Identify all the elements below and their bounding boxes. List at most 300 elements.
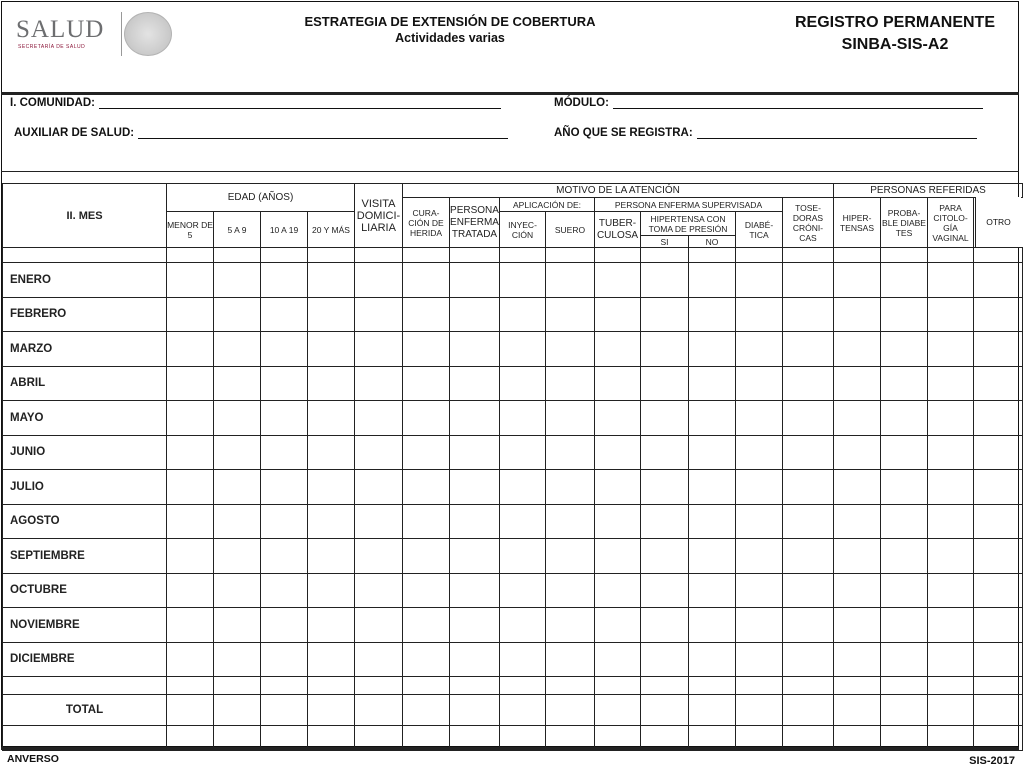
entry-cell[interactable] xyxy=(355,332,403,367)
entry-cell[interactable] xyxy=(641,332,689,367)
month-row xyxy=(3,332,1023,367)
entry-cell[interactable] xyxy=(736,435,783,470)
entry-cell[interactable] xyxy=(500,332,546,367)
mes-header: II. MES xyxy=(3,184,167,248)
auxiliar-field[interactable] xyxy=(14,127,508,139)
entry-cell[interactable] xyxy=(214,297,261,332)
entry-cell[interactable] xyxy=(974,297,1023,332)
seal-icon xyxy=(124,12,172,56)
spacer-cell xyxy=(595,677,641,695)
entry-cell[interactable] xyxy=(355,366,403,401)
entry-cell[interactable] xyxy=(500,539,546,574)
entry-cell[interactable] xyxy=(214,435,261,470)
edad-col-4: 20 Y MÁS xyxy=(308,212,355,248)
entry-cell[interactable] xyxy=(403,539,450,574)
entry-cell[interactable] xyxy=(595,470,641,505)
entry-cell[interactable] xyxy=(546,539,595,574)
entry-cell[interactable] xyxy=(261,695,308,726)
entry-cell[interactable] xyxy=(689,573,736,608)
entry-cell[interactable] xyxy=(214,366,261,401)
entry-cell[interactable] xyxy=(167,573,214,608)
entry-cell[interactable] xyxy=(403,608,450,643)
entry-cell[interactable] xyxy=(355,642,403,677)
entry-cell[interactable] xyxy=(167,366,214,401)
aplicacion-col-1: INYEC- CIÓN xyxy=(500,212,546,248)
entry-cell[interactable] xyxy=(308,470,355,505)
entry-cell[interactable] xyxy=(783,401,834,436)
spacer-cell xyxy=(834,248,881,263)
anio-line[interactable] xyxy=(697,127,977,139)
entry-cell[interactable] xyxy=(167,608,214,643)
entry-cell[interactable] xyxy=(881,297,928,332)
entry-cell[interactable] xyxy=(500,695,546,726)
entry-cell[interactable] xyxy=(834,695,881,726)
entry-cell[interactable] xyxy=(689,435,736,470)
entry-cell[interactable] xyxy=(783,332,834,367)
referida-col-5: OTRO xyxy=(975,197,1021,247)
entry-cell[interactable] xyxy=(974,573,1023,608)
entry-cell[interactable] xyxy=(450,332,500,367)
entry-cell[interactable] xyxy=(834,642,881,677)
entry-cell[interactable] xyxy=(308,642,355,677)
entry-cell[interactable] xyxy=(500,504,546,539)
entry-cell[interactable] xyxy=(689,401,736,436)
entry-cell[interactable] xyxy=(595,263,641,298)
entry-cell[interactable] xyxy=(595,435,641,470)
entry-cell[interactable] xyxy=(974,695,1023,726)
entry-cell[interactable] xyxy=(214,263,261,298)
entry-cell[interactable] xyxy=(167,435,214,470)
registro-code: SINBA-SIS-A2 xyxy=(841,36,949,53)
entry-cell[interactable] xyxy=(500,470,546,505)
month-row xyxy=(3,642,1023,677)
entry-cell[interactable] xyxy=(500,297,546,332)
entry-cell[interactable] xyxy=(736,539,783,574)
entry-cell[interactable] xyxy=(167,642,214,677)
month-row xyxy=(3,504,1023,539)
modulo-label: MÓDULO: xyxy=(554,97,609,109)
entry-cell[interactable] xyxy=(783,366,834,401)
entry-cell[interactable] xyxy=(783,504,834,539)
entry-cell[interactable] xyxy=(881,435,928,470)
entry-cell[interactable] xyxy=(167,401,214,436)
entry-cell[interactable] xyxy=(403,435,450,470)
entry-cell[interactable] xyxy=(450,366,500,401)
entry-cell[interactable] xyxy=(834,539,881,574)
entry-cell[interactable] xyxy=(403,297,450,332)
entry-cell[interactable] xyxy=(167,332,214,367)
row-label: JUNIO xyxy=(3,435,167,470)
entry-cell[interactable] xyxy=(641,435,689,470)
entry-cell[interactable] xyxy=(928,435,974,470)
entry-cell[interactable] xyxy=(308,504,355,539)
entry-cell[interactable] xyxy=(167,470,214,505)
entry-cell[interactable] xyxy=(974,642,1023,677)
entry-cell[interactable] xyxy=(881,573,928,608)
row-label: FEBRERO xyxy=(3,297,167,332)
entry-cell[interactable] xyxy=(641,470,689,505)
aplicacion-header: APLICACIÓN DE: xyxy=(500,198,595,212)
entry-cell[interactable] xyxy=(783,573,834,608)
entry-cell[interactable] xyxy=(641,695,689,726)
entry-cell[interactable] xyxy=(261,401,308,436)
row-label: NOVIEMBRE xyxy=(3,608,167,643)
entry-cell[interactable] xyxy=(450,470,500,505)
entry-cell[interactable] xyxy=(261,608,308,643)
entry-cell[interactable] xyxy=(834,366,881,401)
entry-cell[interactable] xyxy=(308,366,355,401)
entry-cell[interactable] xyxy=(736,401,783,436)
entry-cell[interactable] xyxy=(308,297,355,332)
entry-cell[interactable] xyxy=(783,470,834,505)
row-label: DICIEMBRE xyxy=(3,642,167,677)
entry-cell[interactable] xyxy=(736,297,783,332)
entry-cell[interactable] xyxy=(689,263,736,298)
entry-cell[interactable] xyxy=(308,263,355,298)
entry-cell[interactable] xyxy=(783,695,834,726)
entry-cell[interactable] xyxy=(783,608,834,643)
entry-cell[interactable] xyxy=(689,642,736,677)
anio-label: AÑO QUE SE REGISTRA: xyxy=(554,127,693,139)
month-row xyxy=(3,435,1023,470)
entry-cell[interactable] xyxy=(450,504,500,539)
entry-cell[interactable] xyxy=(261,573,308,608)
motivo-header: MOTIVO DE LA ATENCIÓN xyxy=(403,184,834,198)
logo-text: SALUD xyxy=(16,16,105,43)
total-row xyxy=(3,695,1023,726)
entry-cell[interactable] xyxy=(783,539,834,574)
entry-cell[interactable] xyxy=(928,642,974,677)
entry-cell[interactable] xyxy=(308,332,355,367)
row-label: MARZO xyxy=(3,332,167,367)
entry-cell[interactable] xyxy=(928,573,974,608)
entry-cell[interactable] xyxy=(736,263,783,298)
entry-cell[interactable] xyxy=(450,608,500,643)
entry-cell[interactable] xyxy=(167,695,214,726)
entry-cell[interactable] xyxy=(214,695,261,726)
entry-cell[interactable] xyxy=(881,366,928,401)
entry-cell[interactable] xyxy=(261,504,308,539)
entry-cell[interactable] xyxy=(783,297,834,332)
entry-cell[interactable] xyxy=(167,263,214,298)
entry-cell[interactable] xyxy=(403,263,450,298)
entry-cell[interactable] xyxy=(641,608,689,643)
entry-cell[interactable] xyxy=(641,263,689,298)
entry-cell[interactable] xyxy=(595,366,641,401)
entry-cell[interactable] xyxy=(403,695,450,726)
entry-cell[interactable] xyxy=(689,297,736,332)
entry-cell[interactable] xyxy=(689,366,736,401)
entry-cell[interactable] xyxy=(736,695,783,726)
entry-cell[interactable] xyxy=(167,297,214,332)
entry-cell[interactable] xyxy=(450,401,500,436)
entry-cell[interactable] xyxy=(928,263,974,298)
spacer-cell xyxy=(403,248,450,263)
entry-cell[interactable] xyxy=(214,401,261,436)
entry-cell[interactable] xyxy=(500,401,546,436)
entry-cell[interactable] xyxy=(214,642,261,677)
entry-cell[interactable] xyxy=(783,642,834,677)
entry-cell[interactable] xyxy=(881,642,928,677)
entry-cell[interactable] xyxy=(261,297,308,332)
entry-cell[interactable] xyxy=(928,695,974,726)
entry-cell[interactable] xyxy=(546,332,595,367)
entry-cell[interactable] xyxy=(641,539,689,574)
entry-cell[interactable] xyxy=(355,297,403,332)
entry-cell[interactable] xyxy=(595,608,641,643)
sis-code: SIS-2017 xyxy=(969,755,1015,767)
entry-cell[interactable] xyxy=(834,332,881,367)
entry-cell[interactable] xyxy=(881,263,928,298)
entry-cell[interactable] xyxy=(736,504,783,539)
entry-cell[interactable] xyxy=(834,573,881,608)
spacer-cell xyxy=(783,677,834,695)
entry-cell[interactable] xyxy=(214,539,261,574)
comunidad-field[interactable] xyxy=(10,97,501,109)
entry-cell[interactable] xyxy=(308,695,355,726)
entry-cell[interactable] xyxy=(261,642,308,677)
entry-cell[interactable] xyxy=(834,435,881,470)
entry-cell[interactable] xyxy=(736,332,783,367)
entry-cell[interactable] xyxy=(450,435,500,470)
spacer-cell xyxy=(974,677,1023,695)
entry-cell[interactable] xyxy=(881,608,928,643)
modulo-line[interactable] xyxy=(613,97,983,109)
edad-col-2: 5 A 9 xyxy=(214,212,261,248)
entry-cell[interactable] xyxy=(641,401,689,436)
entry-cell[interactable] xyxy=(881,470,928,505)
entry-cell[interactable] xyxy=(974,539,1023,574)
entry-cell[interactable] xyxy=(261,263,308,298)
anverso-label: ANVERSO xyxy=(7,753,59,765)
anio-field[interactable] xyxy=(554,127,977,139)
entry-cell[interactable] xyxy=(450,297,500,332)
entry-cell[interactable] xyxy=(974,332,1023,367)
entry-cell[interactable] xyxy=(167,539,214,574)
month-row xyxy=(3,401,1023,436)
entry-cell[interactable] xyxy=(355,470,403,505)
entry-cell[interactable] xyxy=(546,573,595,608)
entry-cell[interactable] xyxy=(928,539,974,574)
spacer-cell xyxy=(450,248,500,263)
entry-cell[interactable] xyxy=(641,297,689,332)
entry-cell[interactable] xyxy=(546,366,595,401)
entry-cell[interactable] xyxy=(500,642,546,677)
form-subtitle: Actividades varias xyxy=(395,31,505,45)
spacer-cell xyxy=(500,677,546,695)
entry-cell[interactable] xyxy=(308,435,355,470)
entry-cell[interactable] xyxy=(308,608,355,643)
entry-cell[interactable] xyxy=(546,297,595,332)
entry-cell[interactable] xyxy=(308,401,355,436)
entry-cell[interactable] xyxy=(881,695,928,726)
entry-cell[interactable] xyxy=(881,332,928,367)
logo-subtext: SECRETARÍA DE SALUD xyxy=(18,44,86,50)
entry-cell[interactable] xyxy=(641,573,689,608)
entry-cell[interactable] xyxy=(546,695,595,726)
entry-cell[interactable] xyxy=(974,504,1023,539)
entry-cell[interactable] xyxy=(641,504,689,539)
entry-cell[interactable] xyxy=(261,332,308,367)
row-spacer-label xyxy=(3,248,167,263)
entry-cell[interactable] xyxy=(500,608,546,643)
entry-cell[interactable] xyxy=(500,573,546,608)
row-spacer-label xyxy=(3,677,167,695)
entry-cell[interactable] xyxy=(595,573,641,608)
month-row xyxy=(3,366,1023,401)
entry-cell[interactable] xyxy=(974,263,1023,298)
entry-cell[interactable] xyxy=(736,366,783,401)
entry-cell[interactable] xyxy=(450,695,500,726)
entry-cell[interactable] xyxy=(450,573,500,608)
entry-cell[interactable] xyxy=(450,642,500,677)
month-row xyxy=(3,297,1023,332)
referida-col-4: PARA CITOLO- GÍA VAGINAL xyxy=(928,198,974,248)
entry-cell[interactable] xyxy=(834,608,881,643)
entry-cell[interactable] xyxy=(834,401,881,436)
registro-title-line1: REGISTRO PERMANENTE xyxy=(794,14,995,31)
entry-cell[interactable] xyxy=(546,608,595,643)
entry-cell[interactable] xyxy=(928,332,974,367)
entry-cell[interactable] xyxy=(928,366,974,401)
table-spacer-row xyxy=(3,677,1023,695)
entry-cell[interactable] xyxy=(261,539,308,574)
entry-cell[interactable] xyxy=(834,470,881,505)
entry-cell[interactable] xyxy=(546,470,595,505)
auxiliar-line[interactable] xyxy=(138,127,508,139)
entry-cell[interactable] xyxy=(974,435,1023,470)
month-row xyxy=(3,263,1023,298)
entry-cell[interactable] xyxy=(546,504,595,539)
entry-cell[interactable] xyxy=(689,332,736,367)
entry-cell[interactable] xyxy=(355,573,403,608)
entry-cell[interactable] xyxy=(736,642,783,677)
entry-cell[interactable] xyxy=(689,504,736,539)
entry-cell[interactable] xyxy=(834,263,881,298)
entry-cell[interactable] xyxy=(928,401,974,436)
entry-cell[interactable] xyxy=(167,504,214,539)
spacer-cell xyxy=(881,677,928,695)
entry-cell[interactable] xyxy=(261,470,308,505)
spacer-cell xyxy=(214,677,261,695)
entry-cell[interactable] xyxy=(308,573,355,608)
entry-cell[interactable] xyxy=(928,297,974,332)
entry-cell[interactable] xyxy=(595,332,641,367)
entry-cell[interactable] xyxy=(974,470,1023,505)
entry-cell[interactable] xyxy=(355,401,403,436)
entry-cell[interactable] xyxy=(783,435,834,470)
entry-cell[interactable] xyxy=(736,573,783,608)
entry-cell[interactable] xyxy=(214,470,261,505)
entry-cell[interactable] xyxy=(261,366,308,401)
entry-cell[interactable] xyxy=(403,470,450,505)
entry-cell[interactable] xyxy=(881,539,928,574)
entry-cell[interactable] xyxy=(595,297,641,332)
spacer-cell xyxy=(546,677,595,695)
entry-cell[interactable] xyxy=(834,297,881,332)
entry-cell[interactable] xyxy=(689,470,736,505)
spacer-cell xyxy=(881,248,928,263)
entry-cell[interactable] xyxy=(881,401,928,436)
entry-cell[interactable] xyxy=(355,608,403,643)
entry-cell[interactable] xyxy=(500,366,546,401)
entry-cell[interactable] xyxy=(736,608,783,643)
entry-cell[interactable] xyxy=(308,539,355,574)
entry-cell[interactable] xyxy=(834,504,881,539)
entry-cell[interactable] xyxy=(974,366,1023,401)
entry-cell[interactable] xyxy=(500,263,546,298)
month-row xyxy=(3,470,1023,505)
entry-cell[interactable] xyxy=(403,366,450,401)
entry-cell[interactable] xyxy=(403,573,450,608)
entry-cell[interactable] xyxy=(736,470,783,505)
entry-cell[interactable] xyxy=(689,608,736,643)
entry-cell[interactable] xyxy=(928,504,974,539)
entry-cell[interactable] xyxy=(689,539,736,574)
entry-cell[interactable] xyxy=(403,332,450,367)
entry-cell[interactable] xyxy=(595,401,641,436)
entry-cell[interactable] xyxy=(214,504,261,539)
entry-cell[interactable] xyxy=(403,504,450,539)
entry-cell[interactable] xyxy=(355,504,403,539)
entry-cell[interactable] xyxy=(214,608,261,643)
form-title: ESTRATEGIA DE EXTENSIÓN DE COBERTURA xyxy=(304,14,596,29)
entry-cell[interactable] xyxy=(403,401,450,436)
entry-cell[interactable] xyxy=(595,539,641,574)
entry-cell[interactable] xyxy=(403,642,450,677)
entry-cell[interactable] xyxy=(546,435,595,470)
entry-cell[interactable] xyxy=(500,435,546,470)
row-label: OCTUBRE xyxy=(3,573,167,608)
spacer-cell xyxy=(641,248,689,263)
entry-cell[interactable] xyxy=(689,695,736,726)
referidas-header: PERSONAS REFERIDAS xyxy=(834,184,1023,198)
entry-cell[interactable] xyxy=(450,263,500,298)
modulo-field[interactable] xyxy=(554,97,983,109)
entry-cell[interactable] xyxy=(214,332,261,367)
entry-cell[interactable] xyxy=(355,539,403,574)
entry-cell[interactable] xyxy=(595,504,641,539)
registro-title xyxy=(770,12,1020,56)
spacer-cell xyxy=(450,677,500,695)
spacer-cell xyxy=(928,677,974,695)
entry-cell[interactable] xyxy=(928,470,974,505)
entry-cell[interactable] xyxy=(783,263,834,298)
spacer-cell xyxy=(736,248,783,263)
entry-cell[interactable] xyxy=(641,642,689,677)
entry-cell[interactable] xyxy=(546,642,595,677)
entry-cell[interactable] xyxy=(355,695,403,726)
entry-cell[interactable] xyxy=(974,401,1023,436)
table-spacer-row xyxy=(3,248,1023,263)
spacer-cell xyxy=(261,677,308,695)
entry-cell[interactable] xyxy=(214,573,261,608)
salud-logo xyxy=(8,14,108,50)
entry-cell[interactable] xyxy=(928,608,974,643)
entry-cell[interactable] xyxy=(546,401,595,436)
entry-cell[interactable] xyxy=(355,263,403,298)
entry-cell[interactable] xyxy=(881,504,928,539)
entry-cell[interactable] xyxy=(641,366,689,401)
comunidad-line[interactable] xyxy=(99,97,501,109)
entry-cell[interactable] xyxy=(261,435,308,470)
entry-cell[interactable] xyxy=(546,263,595,298)
entry-cell[interactable] xyxy=(595,642,641,677)
entry-cell[interactable] xyxy=(355,435,403,470)
entry-cell[interactable] xyxy=(450,539,500,574)
entry-cell[interactable] xyxy=(595,695,641,726)
entry-cell[interactable] xyxy=(974,608,1023,643)
